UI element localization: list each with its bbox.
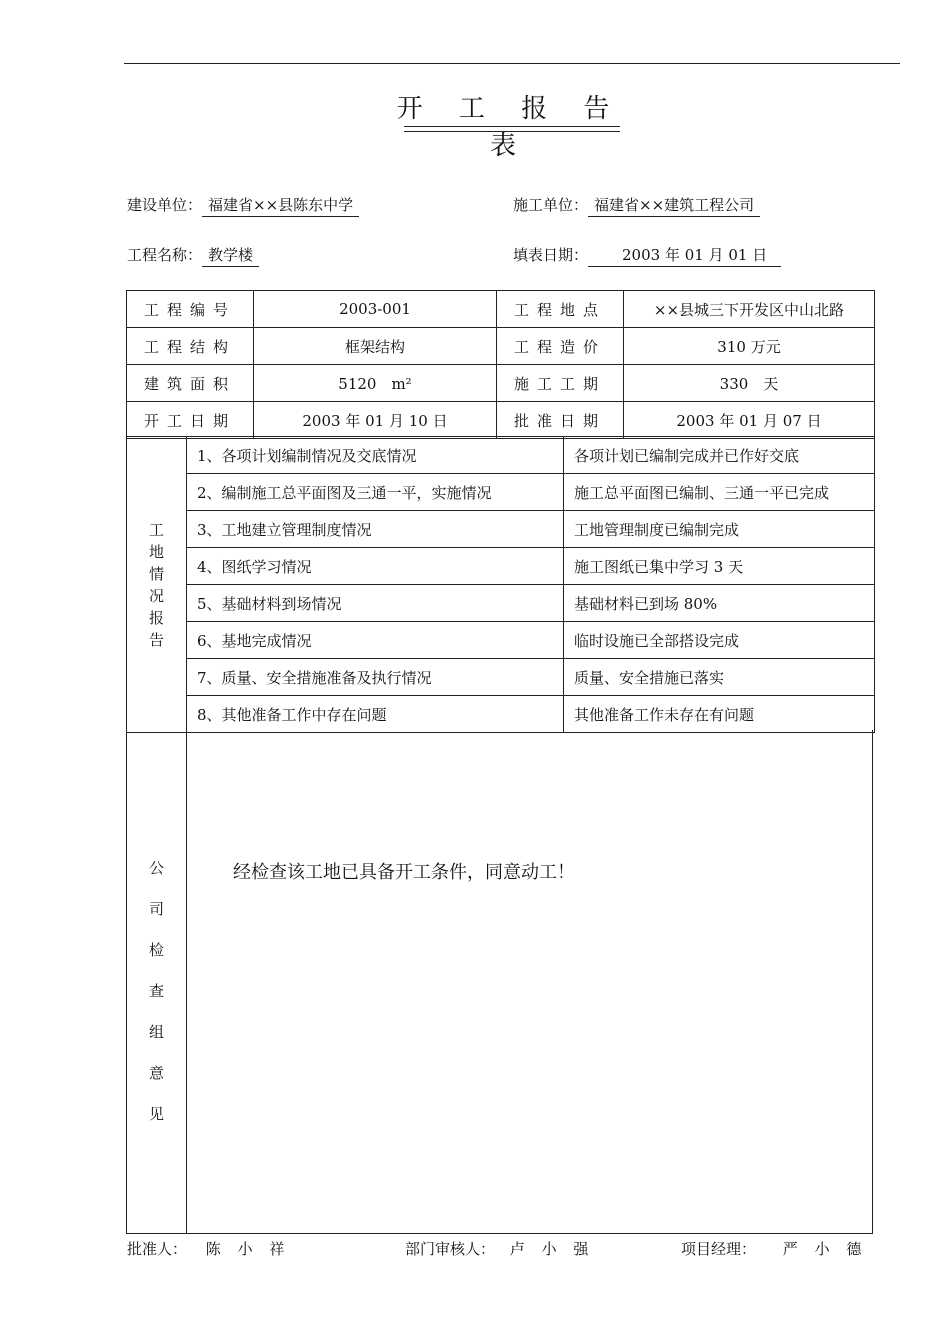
report-status: 临时设施已全部搭设完成	[564, 622, 875, 659]
info-label: 工程编号	[127, 291, 254, 328]
table-row	[127, 437, 875, 474]
report-status: 基础材料已到场 80%	[564, 585, 875, 622]
vertical-char: 地	[148, 542, 164, 561]
report-item: 4、图纸学习情况	[187, 548, 564, 585]
construction-unit-field	[513, 194, 760, 217]
opinion-section	[126, 730, 873, 1234]
construction-unit-value: 福建省××建筑工程公司	[588, 194, 760, 217]
pm-value: 严 小 德	[782, 1240, 868, 1258]
project-info-table	[126, 290, 875, 439]
vertical-char: 况	[148, 586, 164, 605]
page-title: 开 工 报 告 表	[396, 94, 624, 161]
report-status: 质量、安全措施已落实	[564, 659, 875, 696]
info-label: 施工工期	[497, 365, 624, 402]
report-status: 各项计划已编制完成并已作好交底	[564, 437, 875, 474]
report-item: 5、基础材料到场情况	[187, 585, 564, 622]
vertical-char: 报	[148, 608, 164, 627]
info-value: 310 万元	[624, 328, 875, 365]
pm-field	[681, 1238, 867, 1259]
table-row	[127, 585, 875, 622]
build-unit-label: 建设单位：	[127, 196, 203, 214]
info-label: 工程造价	[497, 328, 624, 365]
info-value: 2003-001	[254, 291, 497, 328]
info-value: 330 天	[624, 365, 875, 402]
table-row	[127, 548, 875, 585]
vertical-char: 工	[148, 520, 164, 539]
info-value: 框架结构	[254, 328, 497, 365]
report-item: 8、其他准备工作中存在问题	[187, 696, 564, 733]
vertical-char: 情	[148, 564, 164, 583]
report-item: 6、基地完成情况	[187, 622, 564, 659]
build-unit-field	[127, 194, 359, 217]
title-underline	[404, 131, 620, 132]
info-label: 建筑面积	[127, 365, 254, 402]
report-item: 7、质量、安全措施准备及执行情况	[187, 659, 564, 696]
report-item: 3、工地建立管理制度情况	[187, 511, 564, 548]
vertical-char: 组	[148, 1023, 164, 1041]
site-report-label-text	[127, 519, 186, 651]
opinion-divider	[186, 730, 187, 1233]
report-status: 施工总平面图已编制、三通一平已完成	[564, 474, 875, 511]
project-name-field	[127, 244, 259, 267]
fill-date-label: 填表日期：	[513, 246, 589, 264]
report-item: 2、编制施工总平面图及三通一平，实施情况	[187, 474, 564, 511]
info-value: 2003 年 01 月 07 日	[624, 402, 875, 439]
fill-date-value: 2003 年 01 月 01 日	[588, 244, 781, 267]
report-status: 施工图纸已集中学习 3 天	[564, 548, 875, 585]
table-row	[127, 622, 875, 659]
table-row	[127, 328, 875, 365]
opinion-text: 经检查该工地已具备开工条件，同意动工！	[233, 862, 575, 883]
project-name-value: 教学楼	[202, 244, 259, 267]
project-name-label: 工程名称：	[127, 246, 203, 264]
vertical-char: 检	[148, 941, 164, 959]
site-report-label	[127, 437, 187, 733]
reviewer-label: 部门审核人：	[405, 1240, 496, 1258]
info-label: 批准日期	[497, 402, 624, 439]
table-row	[127, 402, 875, 439]
info-value: 2003 年 01 月 10 日	[254, 402, 497, 439]
table-row	[127, 365, 875, 402]
site-report-table	[126, 436, 875, 733]
top-rule	[124, 63, 900, 64]
vertical-char: 意	[148, 1064, 164, 1082]
pm-label: 项目经理：	[681, 1240, 757, 1258]
opinion-label	[127, 848, 186, 1135]
vertical-char: 告	[148, 630, 164, 649]
vertical-char: 见	[148, 1105, 164, 1123]
vertical-char: 司	[148, 900, 164, 918]
reviewer-field	[405, 1238, 594, 1259]
vertical-char: 公	[148, 859, 164, 877]
approver-label: 批准人：	[127, 1240, 188, 1258]
table-row	[127, 291, 875, 328]
info-label: 工程结构	[127, 328, 254, 365]
vertical-char: 查	[148, 982, 164, 1000]
report-status: 其他准备工作未存在有问题	[564, 696, 875, 733]
build-unit-value: 福建省××县陈东中学	[202, 194, 359, 217]
info-value: ××县城三下开发区中山北路	[624, 291, 875, 328]
construction-unit-label: 施工单位：	[513, 196, 589, 214]
table-row	[127, 474, 875, 511]
info-label: 工程地点	[497, 291, 624, 328]
approver-field	[127, 1238, 290, 1259]
fill-date-field	[513, 244, 781, 267]
table-row	[127, 696, 875, 733]
report-item: 1、各项计划编制情况及交底情况	[187, 437, 564, 474]
approver-value: 陈 小 祥	[205, 1240, 291, 1258]
table-row	[127, 659, 875, 696]
info-value: 5120 m²	[254, 365, 497, 402]
report-status: 工地管理制度已编制完成	[564, 511, 875, 548]
reviewer-value: 卢 小 强	[509, 1240, 595, 1258]
table-row	[127, 511, 875, 548]
info-label: 开工日期	[127, 402, 254, 439]
title-underline	[404, 126, 620, 127]
